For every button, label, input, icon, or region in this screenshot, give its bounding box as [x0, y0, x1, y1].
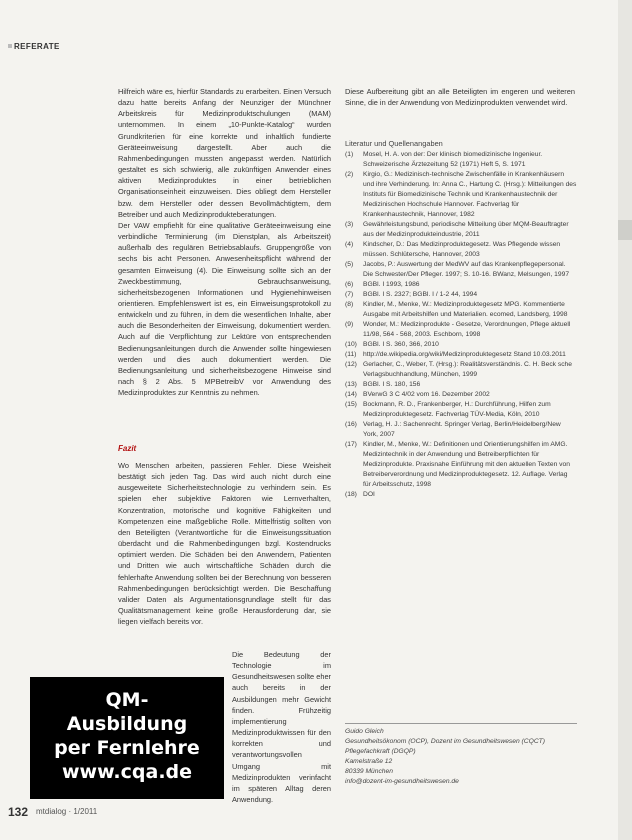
reference-item — [345, 260, 577, 280]
reference-text: Kirgio, G.: Medizinisch-technische Zwischenfälle in Krankenhäusern und ihre Verhinderung. In: Anna C., Hartung C. (Hrsg.): Mitteilungen des Instituts für Biomedizinische Technik und Krankenhaustechnik der Medizinischen Hochschule Hannover. Fachverlag für Krankenhaustechnik, Hannover, 1982 — [363, 171, 577, 218]
references-list — [345, 150, 577, 500]
reference-item — [345, 320, 577, 340]
ad-line: per Fernlehre — [54, 737, 200, 759]
reference-text: Mosel, H. A. von der: Der klinisch biomedizinische Ingenieur. Schweizerische Ärztezeitung 52 (1971) Heft 5, S. 1971 — [363, 151, 543, 168]
right-column-intro — [345, 86, 575, 108]
reference-item — [345, 290, 577, 300]
reference-item — [345, 380, 577, 390]
reference-number: (7) — [345, 291, 354, 298]
reference-item — [345, 360, 577, 380]
references-title: Literatur und Quellenangaben — [345, 139, 443, 148]
reference-item — [345, 440, 577, 490]
reference-item — [345, 240, 577, 260]
reference-item — [345, 220, 577, 240]
reference-item — [345, 420, 577, 440]
reference-number: (8) — [345, 301, 354, 308]
reference-item — [345, 170, 577, 220]
reference-number: (1) — [345, 151, 354, 158]
ad-url[interactable]: www.cqa.de — [61, 761, 193, 783]
reference-text: DOI — [363, 491, 375, 498]
fazit-text — [118, 460, 331, 627]
reference-item — [345, 300, 577, 320]
reference-text: Kindler, M., Menke, W.: Definitionen und Orientierungshilfen im AMG. Medizintechnik in der Anwendung und Betreiberpflichten für Medizinprodukte. Praxisnahe Einführung mit den aktuellen Texten von Betreiberverordnung und Medizinproduktegesetz. 12. Auflage. Verlag für Arbeitsschutz, 1998 — [363, 441, 570, 488]
ad-line: QM- — [105, 689, 149, 711]
page-number: 132 — [8, 805, 29, 819]
page-tab-marker — [618, 220, 632, 240]
reference-text: Gerlacher, C., Weber, T. (Hrsg.): Realitätsverständnis. C. H. Beck sche Verlagsbuchhandlung, München, 1999 — [363, 361, 572, 378]
author-line: Kamelstraße 12 — [345, 757, 393, 765]
paragraph: Die Bedeutung der Technologie im Gesundheitswesen sollte eher auch bereits in der Ausbildungen mehr Gewicht finden. Frühzeitig implementierung Medizinproduktwissen für den korrekten und verantwortungsvollen Umgang mit Medizinprodukten verinfacht im späteren Alltag deren Anwendung. — [232, 650, 332, 805]
reference-number: (6) — [345, 281, 354, 288]
reference-number: (10) — [345, 341, 357, 348]
author-name: Guido Gleich — [345, 728, 384, 735]
reference-text: Verlag, H. J.: Sachenrecht. Springer Verlag, Berlin/Heidelberg/New York, 2007 — [363, 421, 561, 438]
reference-number: (4) — [345, 241, 354, 248]
paragraph: Hilfreich wäre es, hierfür Standards zu erarbeiten. Einen Versuch dazu hatte bereits Anfang der Neunziger der Münchner Arbeitskreis für Medizinproduktschulungen (MAM) unternommen. In einem „10-Punkte-Katalog“ wurden Grundkriterien für eine korrekte und inhaltlich fundierte Geräteeinweisung dargestellt. Aber auch die Rahmenbedingungen mussten angepasst werden. Natürlich gestaltet es sich schwierig, alle zukünftigen Anwender eines aktiven Medizinproduktes in einer betrieblichen Organisationseinheit einzuweisen. Dies obliegt dem Hersteller bzw. dem Hersteller oder dessen Bevollmächtigtem, dem Betreiber und auch Medizinprodukteberatungen. — [118, 87, 331, 219]
reference-number: (13) — [345, 381, 357, 388]
reference-text: Jacobs, P.: Auswertung der MedWV auf das Krankenpflegepersonal. Die Schwester/Der Pfleger. 1997; S. 10-16. BWanz, Melsungen, 1997 — [363, 261, 570, 278]
reference-number: (14) — [345, 391, 357, 398]
author-line: 80339 München — [345, 767, 393, 775]
reference-text: Wonder, M.: Medizinprodukte - Gesetze, Verordnungen, Pflege aktuell 11/98, 564 - 568, 2003. Eschborn, 1998 — [363, 321, 571, 338]
reference-text: Kindscher, D.: Das Medizinproduktegesetz. Was Pflegende wissen müssen. Schlütersche, Hannover, 2003 — [363, 241, 561, 258]
section-label: REFERATE — [14, 42, 60, 51]
reference-number: (3) — [345, 221, 354, 228]
fazit-heading: Fazit — [118, 444, 137, 453]
author-line: Gesundheitsökonom (OCP), Dozent im Gesundheitswesen (CQCT) — [345, 737, 545, 745]
page-edge — [618, 0, 632, 840]
reference-number: (5) — [345, 261, 354, 268]
reference-item — [345, 400, 577, 420]
reference-text: BGBl. I S. 180, 156 — [363, 381, 421, 388]
paragraph: Wo Menschen arbeiten, passieren Fehler. Diese Weisheit bestätigt sich jeden Tag. Das wird auch nicht durch eine ausgeweitete Sicherheitstechnologie zu verhindern sein. Es spielen eher subjektive Faktoren wie Lernverhalten, Konzentration, motorische und kognitive Fähigkeiten und Kompetenzen eine maßgebliche Rolle. Mittelfristig sollten von den Beteiligten (Verantwortliche für die Einweisungssituation überdacht und die Rahmenbedingungen bzgl. Kostendrucks optimiert werden. Die Schäden bei den Anwendern, Patienten und Dritten wie auch wirtschaftliche Schäden durch die fehlerhafte Anwendung sollten bei der Berechnung von besseren Rahmenbedingungen berücksichtigt werden. Die Beschaffung valider Daten als Argumentationsgrundlage stellt für das Qualitätsmanagement keine große Herausforderung dar, sie liegen vielfach bereits vor. — [118, 461, 331, 627]
author-info — [345, 727, 577, 786]
reference-text: Kindler, M., Menke, W.: Medizinproduktegesetz MPG. Kommentierte Ausgabe mit Arbeitshilfen und Materialien. ecomed, Landsberg, 1998 — [363, 301, 568, 318]
reference-number: (18) — [345, 491, 357, 498]
paragraph: Der VAW empfiehlt für eine qualitative Geräteeinweisung eine verbindliche Terminierung (im Dienstplan, als Arbeitszeit) außerhalb des regulären Betriebsablaufs. Gruppengröße von sechs bis acht Personen. Anwesenheitspflicht während der gesamten Einweisung (4). Die Einweisung sollte sich an der Zweckbestimmung, Gebrauchsanweisung, sicherheitsbezogenen Informationen und Hygienehinweisen orientieren. Empfehlenswert ist es, ein Einweisungsprotokoll zu entwickeln und zu führen, in dem die wesentlichen Inhalte, aber auch die Besonderheiten der Einweisung, dokumentiert werden. Auch auf die Verpflichtung zur Lektüre von entsprechenden Bedienungsanleitungen durch die Anwender sollte hingewiesen werden und dies auch dokumentiert werden. Die Bedienungsanleitung und sicherheitsbezogene Hinweise sind nach § 2 Abs. 5 MPBetreibV vor Anwendung des Medizinproduktes zur Kenntnis zu nehmen. — [118, 220, 331, 398]
reference-text: BGBl. I S. 360, 366, 2010 — [363, 341, 439, 348]
reference-text: BGBl. I 1993, 1986 — [363, 281, 420, 288]
reference-item — [345, 280, 577, 290]
reference-number: (12) — [345, 361, 357, 368]
reference-number: (16) — [345, 421, 357, 428]
reference-text: Gewährleistungsbund, periodische Mitteilung über MQM-Beauftragter aus der Medizinprodukteindustrie, 2011 — [363, 221, 569, 238]
reference-item — [345, 490, 577, 500]
paragraph: Diese Aufbereitung gibt an alle Beteiligten im engeren und weiteren Sinne, die in der Anwendung von Medizinprodukten verwendet wird. — [345, 87, 575, 108]
fazit-text-continued — [232, 649, 331, 805]
magazine-name: mtdialog · 1/2011 — [36, 807, 98, 816]
reference-text: Bockmann, R. D., Frankenberger, H.: Durchführung, Hilfen zum Medizinproduktegesetz. Fachverlag TÜV-Media, Köln, 2010 — [363, 401, 551, 418]
reference-number: (15) — [345, 401, 357, 408]
reference-item — [345, 390, 577, 400]
reference-text: BVerwG 3 C 4/02 vom 16. Dezember 2002 — [363, 391, 490, 398]
left-column — [118, 86, 331, 398]
reference-item — [345, 340, 577, 350]
reference-text: http://de.wikipedia.org/wiki/Medizinproduktegesetz Stand 10.03.2011 — [363, 351, 566, 358]
reference-item — [345, 150, 577, 170]
reference-number: (9) — [345, 321, 354, 328]
advertisement-box[interactable] — [30, 677, 224, 799]
reference-number: (17) — [345, 441, 357, 448]
reference-item — [345, 350, 577, 360]
ad-line: Ausbildung — [66, 713, 188, 735]
header-bullet — [8, 44, 12, 48]
reference-number: (11) — [345, 351, 357, 358]
reference-number: (2) — [345, 171, 354, 178]
author-line: Pflegefachkraft (DGQP) — [345, 747, 416, 755]
author-line[interactable]: info@dozent-im-gesundheitswesen.de — [345, 777, 459, 785]
reference-text: BGBl. I S. 2327; BGBl. I / 1-2 44, 1994 — [363, 291, 478, 298]
author-divider — [345, 723, 577, 724]
